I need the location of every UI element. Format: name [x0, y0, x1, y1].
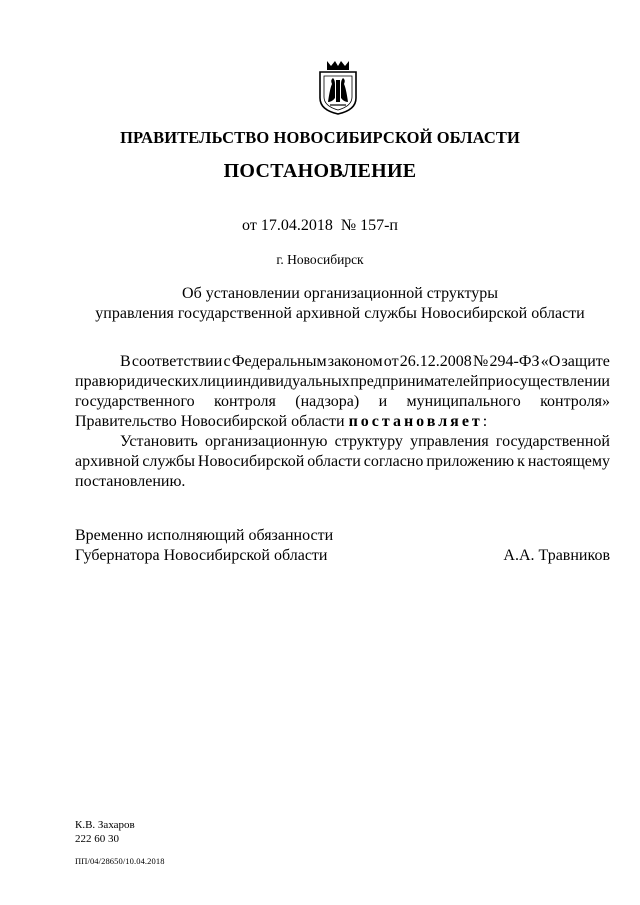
signatory-title: Губернатора Новосибирской области	[75, 547, 328, 564]
body-word: законом	[327, 353, 383, 370]
body-word: 26.12.2008	[399, 353, 472, 370]
body-word: согласно	[363, 453, 424, 470]
body-word: при	[479, 373, 505, 390]
body-word: государственной	[495, 433, 610, 450]
body-word: и	[378, 393, 388, 410]
body-word: контроля»	[540, 393, 610, 410]
signatory-name: А.А. Травников	[503, 547, 610, 564]
body-word: архивной	[75, 453, 140, 470]
body-word: к	[517, 453, 525, 470]
body-word: В	[120, 353, 131, 370]
date-and-number: от 17.04.2018 № 157-п	[242, 217, 398, 234]
signatory-title: Временно исполняющий обязанности	[75, 527, 334, 544]
body-word: (надзора)	[295, 393, 360, 410]
coat-of-arms-icon	[316, 58, 360, 116]
executor-phone: 222 60 30	[75, 833, 119, 845]
subject-line: Об установлении организационной структуры	[182, 285, 498, 302]
body-line	[75, 452, 610, 472]
government-name: ПРАВИТЕЛЬСТВО НОВОСИБИРСКОЙ ОБЛАСТИ	[120, 128, 520, 147]
body-word: приложению	[426, 453, 515, 470]
body-word: государственного	[75, 393, 195, 410]
body-word: организационную	[205, 433, 328, 450]
subject-line: управления государственной архивной службы Новосибирской области	[95, 305, 585, 322]
body-word: области	[307, 453, 361, 470]
document-subject	[60, 284, 620, 324]
body-word: предпринимателей	[350, 373, 479, 390]
city: г. Новосибирск	[276, 252, 364, 267]
body-line	[75, 432, 610, 452]
signature-block	[75, 526, 610, 566]
body-line	[75, 352, 610, 372]
body-text: :	[482, 413, 488, 430]
body-line	[75, 412, 610, 432]
body-word: индивидуальных	[234, 373, 350, 390]
body-word: защите	[561, 353, 610, 370]
body-word: управления	[410, 433, 489, 450]
body-word: контроля	[214, 393, 276, 410]
body-word: структуру	[334, 433, 403, 450]
body-word: Новосибирской	[197, 453, 305, 470]
registration-code: ПП/04/28650/10.04.2018	[75, 856, 165, 866]
body-word: прав	[75, 373, 107, 390]
signature-row	[75, 546, 610, 566]
executor-info	[75, 818, 135, 846]
body-word: осуществлении	[504, 373, 610, 390]
body-word: Федеральным	[231, 353, 327, 370]
body-word: 294-ФЗ	[489, 353, 540, 370]
body-line	[75, 392, 610, 412]
document-body	[75, 352, 610, 492]
executor-name: К.В. Захаров	[75, 819, 135, 831]
body-word: «О	[540, 353, 561, 370]
document-type: ПОСТАНОВЛЕНИЕ	[223, 160, 417, 182]
body-word: от	[383, 353, 399, 370]
body-word: с	[223, 353, 231, 370]
body-word: №	[473, 353, 489, 370]
body-word: лиц	[199, 373, 225, 390]
body-word: и	[224, 373, 234, 390]
resolves-keyword: постановляет	[348, 413, 483, 430]
body-word: службы	[142, 453, 195, 470]
body-word: соответствии	[131, 353, 223, 370]
body-word: настоящему	[527, 453, 610, 470]
body-text: Правительство Новосибирской области	[75, 413, 349, 430]
body-word: Установить	[120, 433, 198, 450]
body-word: юридических	[106, 373, 199, 390]
body-line	[75, 372, 610, 392]
body-line: постановлению.	[75, 473, 186, 490]
body-word: муниципального	[406, 393, 521, 410]
